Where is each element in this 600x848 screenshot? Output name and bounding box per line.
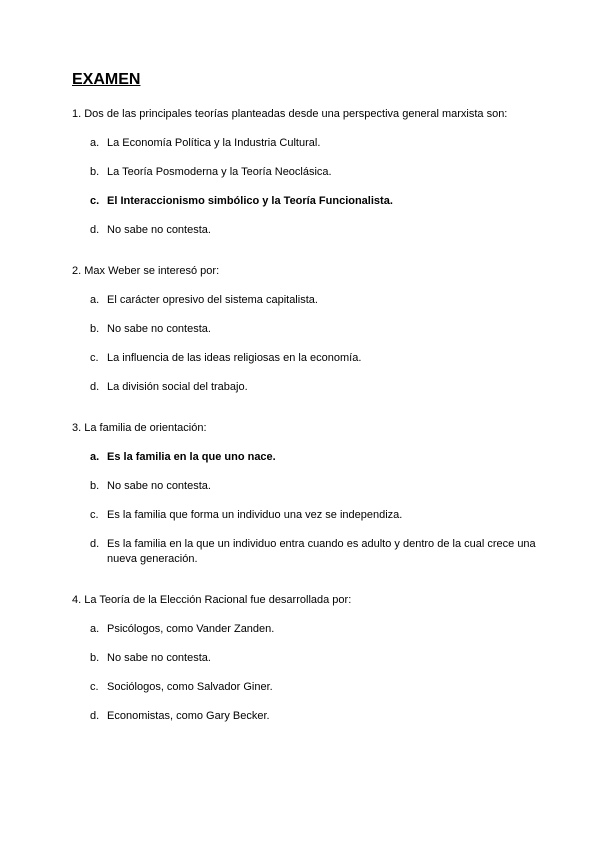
option-text: No sabe no contesta. bbox=[107, 323, 211, 335]
answer-option bbox=[90, 537, 542, 567]
option-text: El Interaccionismo simbólico y la Teoría Funcionalista. bbox=[107, 195, 393, 207]
answer-option bbox=[90, 709, 542, 724]
answer-option bbox=[90, 165, 542, 180]
option-label: b. bbox=[90, 323, 100, 335]
answer-option bbox=[90, 293, 542, 308]
answer-option bbox=[90, 622, 542, 637]
option-text: Es la familia en la que uno nace. bbox=[107, 451, 276, 463]
option-label: b. bbox=[90, 652, 100, 664]
option-label: c. bbox=[90, 681, 99, 693]
answer-option bbox=[90, 450, 542, 465]
option-text: No sabe no contesta. bbox=[107, 480, 211, 492]
question-list bbox=[72, 107, 542, 724]
answer-option bbox=[90, 136, 542, 151]
answer-option bbox=[90, 680, 542, 695]
option-text: Es la familia que forma un individuo una vez se independiza. bbox=[107, 509, 403, 521]
answer-option bbox=[90, 322, 542, 337]
question-3 bbox=[72, 421, 542, 567]
answer-option bbox=[90, 223, 542, 238]
option-label: b. bbox=[90, 480, 100, 492]
question-2 bbox=[72, 264, 542, 395]
question-text: 4. La Teoría de la Elección Racional fue desarrollada por: bbox=[72, 594, 352, 606]
option-label: d. bbox=[90, 381, 100, 393]
option-label: a. bbox=[90, 451, 100, 463]
answer-option bbox=[90, 380, 542, 395]
option-label: c. bbox=[90, 509, 99, 521]
option-text: Psicólogos, como Vander Zanden. bbox=[107, 623, 275, 635]
question-text: 1. Dos de las principales teorías planteadas desde una perspectiva general marxista son: bbox=[72, 108, 508, 120]
answer-option bbox=[90, 194, 542, 209]
option-text: La Economía Política y la Industria Cultural. bbox=[107, 137, 321, 149]
question-text: 2. Max Weber se interesó por: bbox=[72, 265, 220, 277]
question-4 bbox=[72, 593, 542, 724]
option-text: La influencia de las ideas religiosas en la economía. bbox=[107, 352, 362, 364]
exam-document bbox=[72, 70, 542, 724]
option-label: d. bbox=[90, 224, 100, 236]
option-label: c. bbox=[90, 195, 100, 207]
answer-option bbox=[90, 479, 542, 494]
option-label: a. bbox=[90, 294, 100, 306]
document-title: EXAMEN bbox=[72, 71, 141, 88]
option-text: La división social del trabajo. bbox=[107, 381, 248, 393]
option-text: No sabe no contesta. bbox=[107, 652, 211, 664]
option-text: Es la familia en la que un individuo entra cuando es adulto y dentro de la cual crece una nueva generación. bbox=[107, 538, 536, 565]
option-text: Sociólogos, como Salvador Giner. bbox=[107, 681, 273, 693]
option-label: a. bbox=[90, 137, 100, 149]
answer-option bbox=[90, 651, 542, 666]
question-text: 3. La familia de orientación: bbox=[72, 422, 207, 434]
option-label: d. bbox=[90, 710, 100, 722]
option-label: c. bbox=[90, 352, 99, 364]
option-label: a. bbox=[90, 623, 100, 635]
option-text: Economistas, como Gary Becker. bbox=[107, 710, 270, 722]
option-label: d. bbox=[90, 538, 100, 550]
question-1 bbox=[72, 107, 542, 238]
option-text: La Teoría Posmoderna y la Teoría Neoclásica. bbox=[107, 166, 332, 178]
option-text: El carácter opresivo del sistema capitalista. bbox=[107, 294, 318, 306]
option-label: b. bbox=[90, 166, 100, 178]
answer-option bbox=[90, 508, 542, 523]
option-text: No sabe no contesta. bbox=[107, 224, 211, 236]
answer-option bbox=[90, 351, 542, 366]
